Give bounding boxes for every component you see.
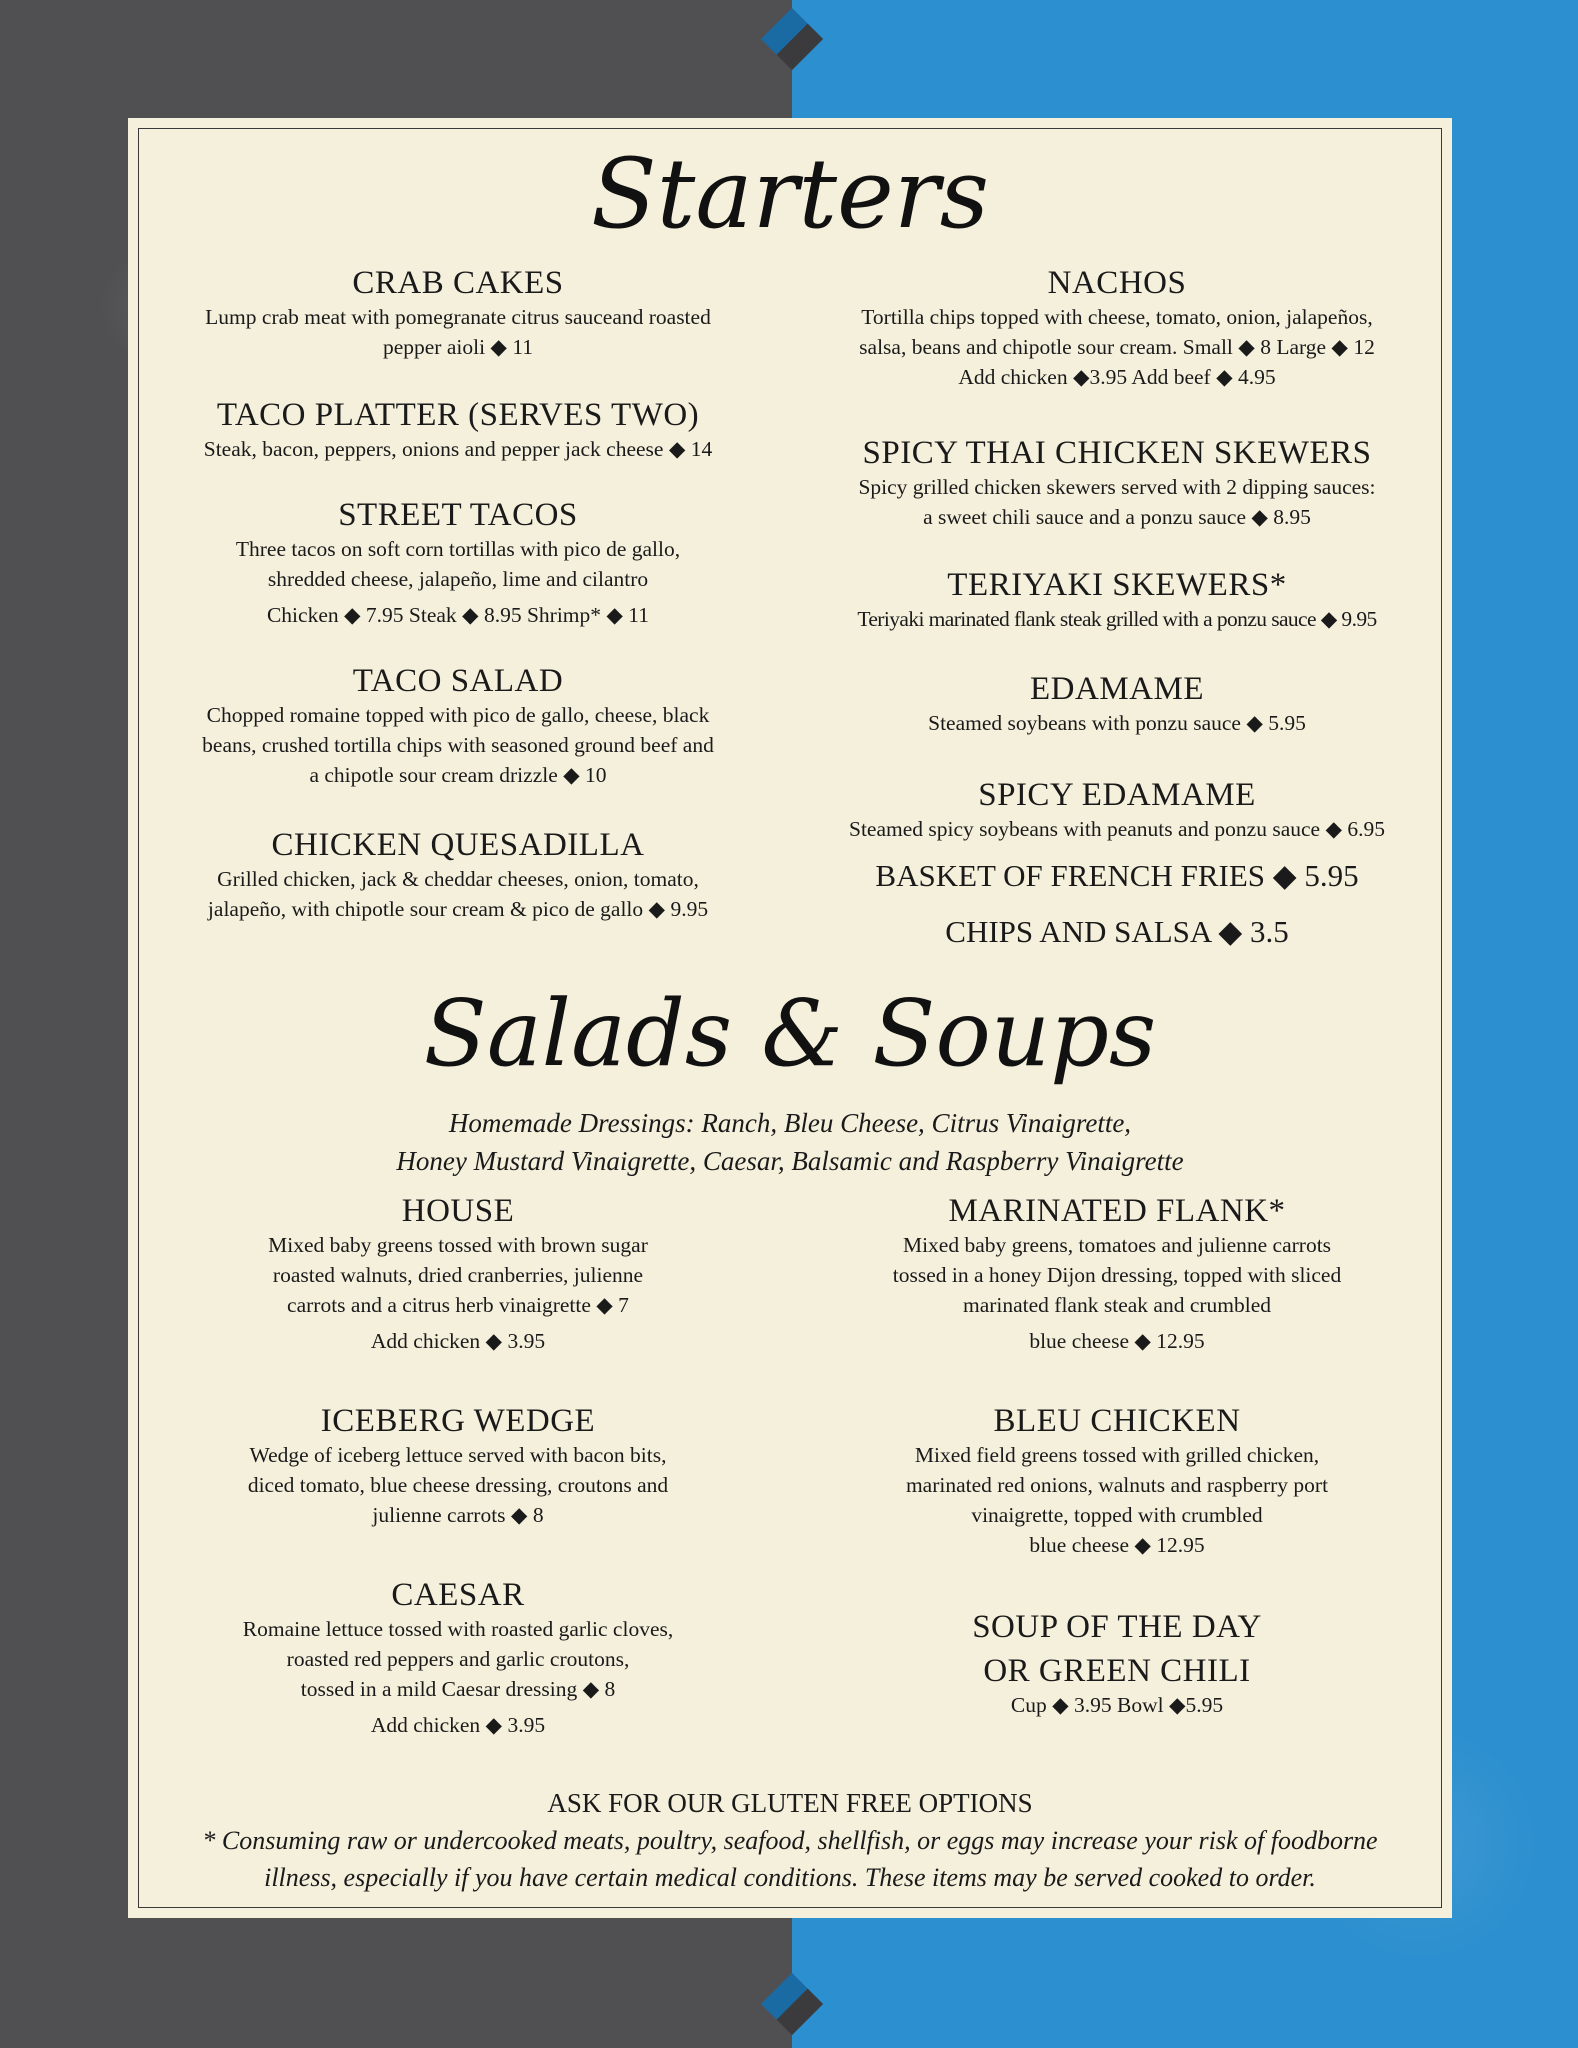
menu-item-spicy-edamame [790,776,1444,844]
item-description: Teriyaki marinated flank steak grilled with a ponzu sauce ◆ 9.95 [857,607,1377,631]
item-description: Steamed spicy soybeans with peanuts and ponzu sauce ◆ 6.95 [849,817,1385,841]
item-description: roasted red peppers and garlic croutons, [286,1647,630,1671]
dressings-line-1: Homemade Dressings: Ranch, Bleu Cheese, Citrus Vinaigrette, [448,1108,1132,1138]
menu-item-chips-and-salsa: CHIPS AND SALSA ◆ 3.5 [945,914,1289,949]
menu-item-street-tacos [138,496,778,630]
dressings-line-2: Honey Mustard Vinaigrette, Caesar, Balsamic and Raspberry Vinaigrette [396,1146,1184,1176]
item-description: diced tomato, blue cheese dressing, croutons and [247,1473,669,1497]
disclaimer-line-2: illness, especially if you have certain medical conditions. These items may be served cooked to order. [264,1863,1316,1892]
item-description: blue cheese ◆ 12.95 [1029,1533,1205,1557]
item-description: Romaine lettuce tossed with roasted garlic cloves, [242,1617,674,1641]
item-name: OR GREEN CHILI [983,1653,1251,1689]
item-description: Grilled chicken, jack & cheddar cheeses, onion, tomato, [217,867,699,891]
starters-left-column [138,264,778,1054]
item-description: shredded cheese, jalapeño, lime and cilantro [267,567,649,591]
salads-soups-title: Salads & Soups [423,980,1157,1087]
item-description: carrots and a citrus herb vinaigrette ◆ 7 [287,1293,629,1317]
menu-item-teriyaki-skewers [790,566,1444,634]
item-name: NACHOS [1047,265,1187,301]
item-description: salsa, beans and chipotle sour cream. Small ◆ 8 Large ◆ 12 [859,335,1375,359]
item-description: vinaigrette, topped with crumbled [971,1503,1263,1527]
item-description: Mixed baby greens, tomatoes and julienne carrots [902,1233,1332,1257]
item-name: EDAMAME [1030,671,1204,707]
starters-title: Starters [590,138,989,250]
menu-item-caesar [138,1576,778,1740]
item-name: TERIYAKI SKEWERS* [947,567,1287,603]
item-description: Mixed field greens tossed with grilled chicken, [914,1443,1320,1467]
item-description: tossed in a honey Dijon dressing, topped with sliced [892,1263,1342,1287]
item-description: Lump crab meat with pomegranate citrus sauceand roasted [205,305,711,329]
item-name: SPICY THAI CHICKEN SKEWERS [862,435,1372,471]
menu-item-crab-cakes [138,264,778,362]
menu-item-house-salad [138,1192,778,1356]
menu-item-soup-of-the-day [790,1608,1444,1720]
item-price: Add chicken ◆ 3.95 [370,1713,546,1737]
starters-right-column [790,264,1444,1084]
item-name: BLEU CHICKEN [993,1403,1241,1439]
item-description: pepper aioli ◆ 11 [382,335,534,359]
item-name: CHICKEN QUESADILLA [271,827,645,863]
item-description: julienne carrots ◆ 8 [372,1503,544,1527]
item-description: Steak, bacon, peppers, onions and pepper jack cheese ◆ 14 [203,437,713,461]
item-description: Chopped romaine topped with pico de gallo, cheese, black [206,703,710,727]
item-description: tossed in a mild Caesar dressing ◆ 8 [300,1677,616,1701]
item-price: Add chicken ◆ 3.95 [370,1329,546,1353]
menu-item-edamame [790,670,1444,738]
item-description: a sweet chili sauce and a ponzu sauce ◆ 8.95 [923,505,1311,529]
item-name: MARINATED FLANK* [948,1193,1286,1229]
item-description: marinated flank steak and crumbled [962,1293,1272,1317]
menu-item-spicy-thai-chicken-skewers [790,434,1444,532]
menu-item-bleu-chicken [790,1402,1444,1560]
menu-item-french-fries: BASKET OF FRENCH FRIES ◆ 5.95 [875,858,1359,893]
menu-item-iceberg-wedge [138,1402,778,1530]
menu-item-taco-salad [138,662,778,790]
item-description: a chipotle sour cream drizzle ◆ 10 [309,763,607,787]
item-description: roasted walnuts, dried cranberries, julienne [272,1263,644,1287]
item-name: HOUSE [401,1193,515,1229]
item-description: Spicy grilled chicken skewers served with 2 dipping sauces: [858,475,1376,499]
item-price: Chicken ◆ 7.95 Steak ◆ 8.95 Shrimp* ◆ 11 [266,603,650,627]
menu-panel [128,118,1452,1918]
item-name: TACO SALAD [352,663,564,699]
item-name: CRAB CAKES [352,265,564,301]
menu-item-marinated-flank [790,1192,1444,1356]
menu-item-chicken-quesadilla [138,826,778,924]
item-description: jalapeño, with chipotle sour cream & pico de gallo ◆ 9.95 [207,897,709,921]
item-description: Add chicken ◆3.95 Add beef ◆ 4.95 [958,365,1276,389]
menu-item-nachos [790,264,1444,392]
item-description: Mixed baby greens tossed with brown sugar [268,1233,648,1257]
menu-item-taco-platter [138,396,778,464]
item-description: beans, crushed tortilla chips with seasoned ground beef and [202,733,714,757]
gluten-free-notice: ASK FOR OUR GLUTEN FREE OPTIONS [547,1788,1033,1818]
item-name: TACO PLATTER (SERVES TWO) [216,397,700,433]
item-description: marinated red onions, walnuts and raspberry port [905,1473,1329,1497]
disclaimer-line-1: * Consuming raw or undercooked meats, poultry, seafood, shellfish, or eggs may increase your risk of foodborne [202,1826,1378,1855]
item-description: Tortilla chips topped with cheese, tomato, onion, jalapeños, [861,305,1373,329]
item-description: Cup ◆ 3.95 Bowl ◆5.95 [1010,1693,1224,1717]
item-description: Three tacos on soft corn tortillas with pico de gallo, [235,537,681,561]
item-description: Wedge of iceberg lettuce served with bacon bits, [249,1443,667,1467]
item-name: SOUP OF THE DAY [972,1609,1262,1645]
item-name: SPICY EDAMAME [978,777,1256,813]
item-name: CAESAR [391,1577,525,1613]
item-price: blue cheese ◆ 12.95 [1029,1329,1205,1353]
item-name: STREET TACOS [338,497,578,533]
item-description: Steamed soybeans with ponzu sauce ◆ 5.95 [928,711,1306,735]
item-name: ICEBERG WEDGE [320,1403,596,1439]
